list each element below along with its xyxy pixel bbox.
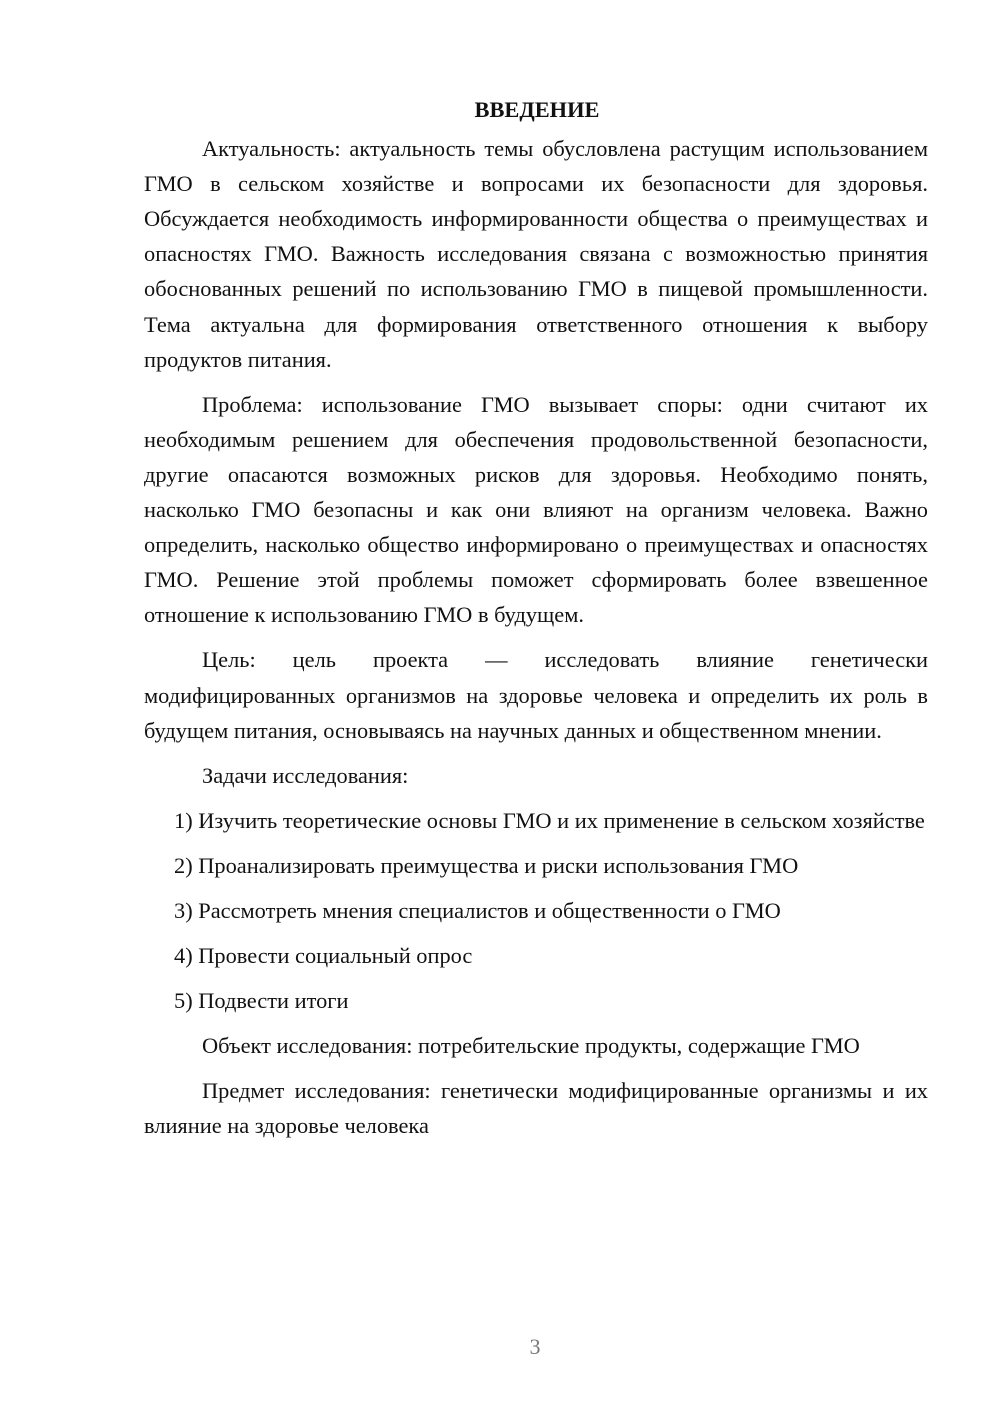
tasks-list (144, 803, 928, 1018)
object-paragraph: Объект исследования: потребительские продукты, содержащие ГМО (202, 1033, 860, 1059)
goal-paragraph: Цель: цель проекта — исследовать влияние генетически модифицированных организмов на здоровье человека и определить их роль в будущем питания, основываясь на научных данных и общественном мнении. (144, 647, 928, 743)
section-heading: ВВЕДЕНИЕ (474, 97, 600, 122)
document-page (144, 92, 928, 1144)
task-item: 2) Проанализировать преимущества и риски использования ГМО (174, 852, 799, 878)
problem-paragraph: Проблема: использование ГМО вызывает споры: одни считают их необходимым решением для обеспечения продовольственной безопасности, другие опасаются возможных рисков для здоровья. Необходимо понять, насколько ГМО безопасны и как они влияют на организм человека. Важно определить, насколько общество информировано о преимуществах и опасностях ГМО. Решение этой проблемы поможет сформировать более взвешенное отношение к использованию ГМО в будущем. (144, 391, 928, 628)
task-item: 1) Изучить теоретические основы ГМО и их применение в сельском хозяйстве (174, 807, 925, 833)
task-item: 5) Подвести итоги (174, 988, 349, 1014)
task-item: 4) Провести социальный опрос (174, 943, 473, 969)
tasks-heading: Задачи исследования: (202, 762, 409, 788)
relevance-paragraph: Актуальность: актуальность темы обусловлена растущим использованием ГМО в сельском хозяйстве и вопросами их безопасности для здоровья. Обсуждается необходимость информированности общества о преимуществах и опасностях ГМО. Важность исследования связана с возможностью принятия обоснованных решений по использованию ГМО в пищевой промышленности. Тема актуальна для формирования ответственного отношения к выбору продуктов питания. (144, 136, 928, 372)
task-item: 3) Рассмотреть мнения специалистов и общественности о ГМО (174, 897, 781, 923)
page-number: 3 (529, 1334, 541, 1359)
subject-paragraph: Предмет исследования: генетически модифицированные организмы и их влияние на здоровье человека (144, 1078, 928, 1139)
